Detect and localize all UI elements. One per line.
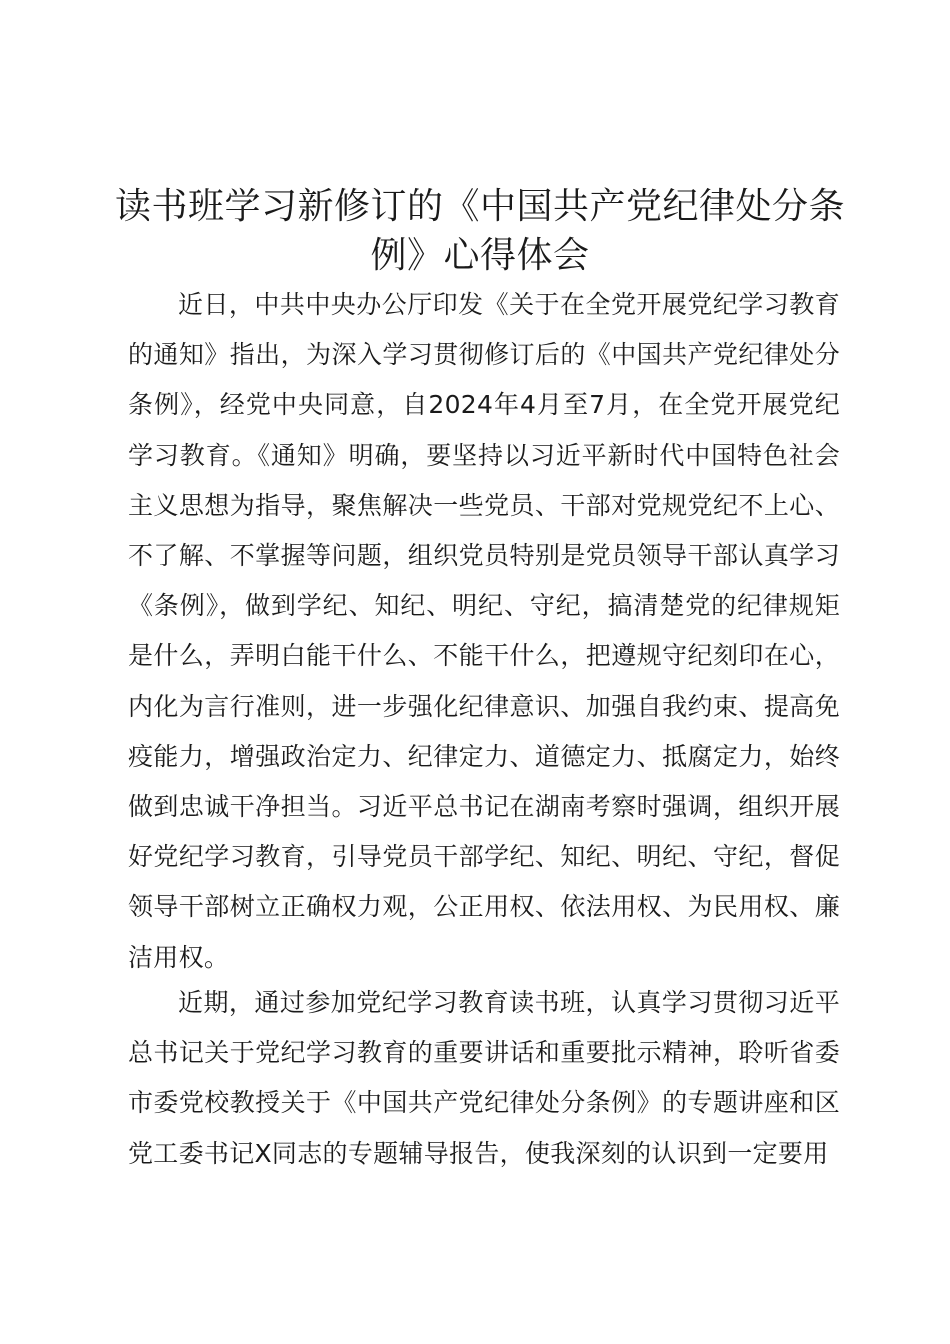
body-paragraph-1: 近日，中共中央办公厅印发《关于在全党开展党纪学习教育的通知》指出，为深入学习贯彻修订后的《中国共产党纪律处分条例》，经党中央同意，自2024年4月至7月，在全党开展党纪学习教育。《通知》明确，要坚持以习近平新时代中国特色社会主义思想为指导，聚焦解决一些党员、干部对党规党纪不上心、不了解、不掌握等问题，组织党员特别是党员领导干部认真学习《条例》，做到学纪、知纪、明纪、守纪，搞清楚党的纪律规矩是什么，弄明白能干什么、不能干什么，把遵规守纪刻印在心，内化为言行准则，进一步强化纪律意识、加强自我约束、提高免疫能力，增强政治定力、纪律定力、道德定力、抵腐定力，始终做到忠诚干净担当。习近平总书记在湖南考察时强调，组织开展好党纪学习教育，引导党员干部学纪、知纪、明纪、守纪，督促领导干部树立正确权力观，公正用权、依法用权、为民用权、廉洁用权。 xyxy=(128,290,840,972)
document-title: 读书班学习新修订的《中国共产党纪律处分条例》心得体会 xyxy=(114,186,845,276)
body-paragraph-2: 近期，通过参加党纪学习教育读书班，认真学习贯彻习近平总书记关于党纪学习教育的重要讲话和重要批示精神，聆听省委市委党校教授关于《中国共产党纪律处分条例》的专题讲座和区党工委书记X同志的专题辅导报告，使我深刻的认识到一定要用 xyxy=(128,988,840,1168)
